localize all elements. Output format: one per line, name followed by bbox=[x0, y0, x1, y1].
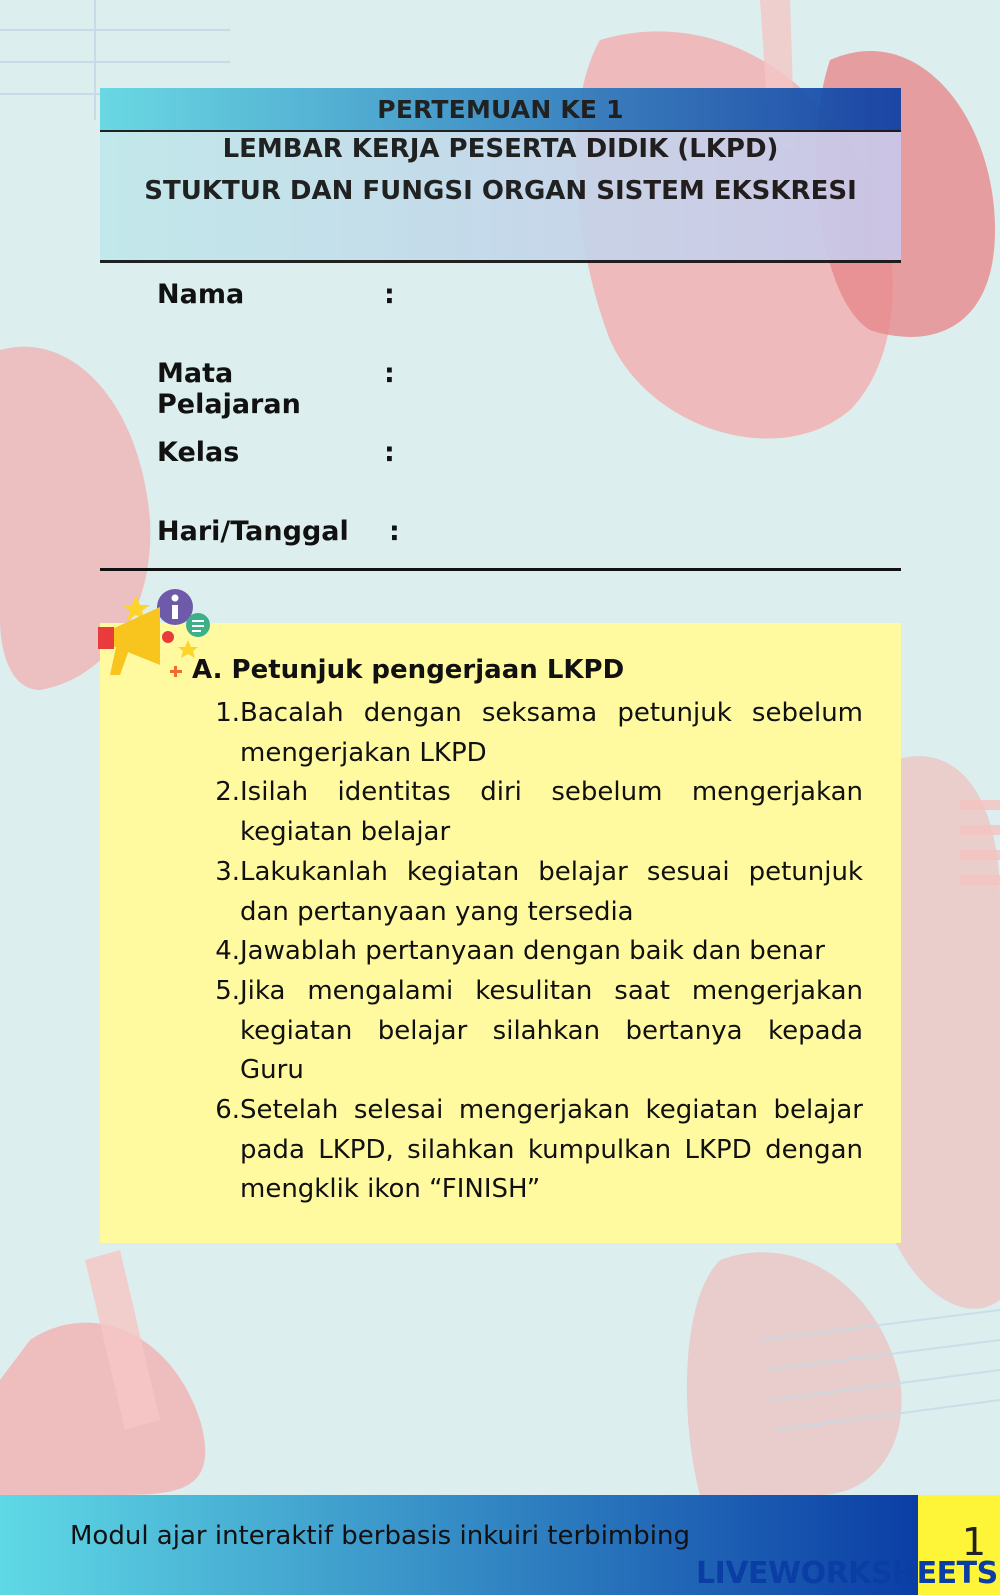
identity-field-class[interactable] bbox=[157, 437, 395, 468]
step-text: Bacalah dengan seksama petunjuk sebelum mengerjakan LKPD bbox=[240, 698, 863, 768]
identity-label: Kelas bbox=[157, 437, 240, 468]
step-text: Isilah identitas diri sebelum mengerjakan kegiatan belajar bbox=[240, 777, 863, 848]
identity-label: Mata Pelajaran bbox=[157, 358, 301, 420]
instructions-list bbox=[207, 694, 863, 1210]
step-text: Setelah selesai mengerjakan kegiatan belajar pada LKPD, silahkan kumpulkan LKPD dengan mengklik ikon “FINISH” bbox=[240, 1095, 863, 1205]
identity-field-date[interactable] bbox=[157, 516, 400, 547]
identity-label: Nama bbox=[157, 279, 245, 310]
identity-separator: : bbox=[384, 358, 395, 389]
step-number: 2. bbox=[215, 777, 240, 808]
liveworksheets-brand[interactable] bbox=[692, 1555, 998, 1591]
identity-label: Hari/Tanggal bbox=[157, 516, 349, 547]
step-number: 3. bbox=[215, 856, 240, 887]
list-item bbox=[207, 694, 863, 773]
identity-separator: : bbox=[384, 279, 395, 310]
list-item bbox=[207, 972, 863, 1091]
divider-line bbox=[100, 568, 901, 571]
meeting-label: PERTEMUAN KE 1 bbox=[377, 94, 624, 124]
step-text: Lakukanlah kegiatan belajar sesuai petunjuk dan pertanyaan yang tersedia bbox=[240, 856, 863, 927]
instructions-title: A. Petunjuk pengerjaan LKPD bbox=[192, 655, 625, 685]
step-text: Jika mengalami kesulitan saat mengerjakan kegiatan belajar silahkan bertanya kepada Guru bbox=[240, 975, 863, 1086]
title-block bbox=[100, 88, 901, 263]
page-number-text: 1 bbox=[961, 1520, 986, 1564]
meeting-banner bbox=[100, 88, 901, 132]
step-number: 6. bbox=[215, 1095, 240, 1126]
list-item bbox=[207, 1091, 863, 1210]
identity-separator: : bbox=[384, 437, 395, 468]
step-number: 5. bbox=[215, 975, 240, 1006]
identity-field-name[interactable] bbox=[157, 279, 395, 310]
footer-caption: Modul ajar interaktif berbasis inkuiri terbimbing bbox=[70, 1521, 690, 1551]
step-number: 1. bbox=[215, 698, 240, 728]
brand-name: LIVEWORKSHEETS bbox=[696, 1555, 998, 1591]
identity-field-subject[interactable] bbox=[157, 358, 395, 420]
step-number: 4. bbox=[215, 936, 240, 967]
list-item bbox=[207, 773, 863, 852]
worksheet-subtitle: STUKTUR DAN FUNGSI ORGAN SISTEM EKSKRESI bbox=[144, 176, 857, 206]
list-item bbox=[207, 932, 863, 972]
list-item bbox=[207, 853, 863, 932]
identity-separator: : bbox=[389, 516, 400, 547]
step-text: Jawablah pertanyaan dengan baik dan benar bbox=[240, 936, 825, 967]
worksheet-title: LEMBAR KERJA PESERTA DIDIK (LKPD) bbox=[222, 134, 779, 164]
